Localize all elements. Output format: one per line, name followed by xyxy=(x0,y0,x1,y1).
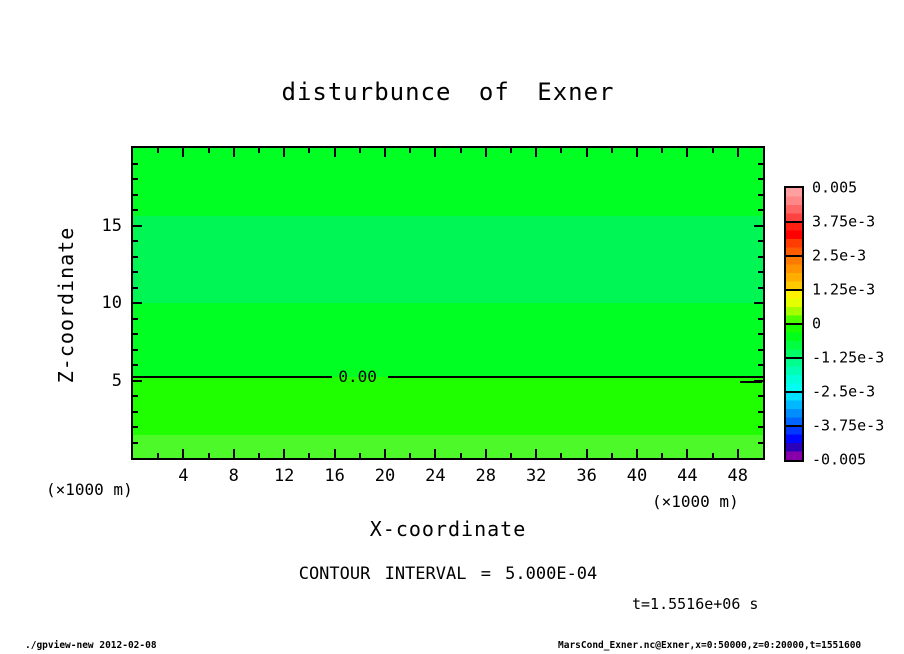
axis-tick xyxy=(283,148,285,157)
axis-tick xyxy=(758,256,763,258)
colorbar-divider xyxy=(786,391,802,393)
axis-tick xyxy=(233,449,235,458)
colorbar-tick-label: 0.005 xyxy=(812,178,858,197)
axis-tick xyxy=(133,163,138,165)
colorbar-divider xyxy=(786,221,802,223)
fill-band xyxy=(133,435,763,458)
axis-tick xyxy=(157,453,159,458)
x-units-label: (×1000 m) xyxy=(652,492,739,511)
colorbar-segment xyxy=(786,290,802,324)
axis-tick xyxy=(258,453,260,458)
axis-tick xyxy=(283,449,285,458)
axis-tick xyxy=(758,364,763,366)
axis-tick xyxy=(758,395,763,397)
axis-tick xyxy=(758,287,763,289)
axis-tick xyxy=(686,449,688,458)
axis-tick xyxy=(560,453,562,458)
axis-tick xyxy=(208,453,210,458)
colorbar-divider xyxy=(786,425,802,427)
axis-tick xyxy=(133,178,138,180)
zero-contour-segment xyxy=(388,376,763,378)
axis-tick xyxy=(133,271,138,273)
axis-tick xyxy=(133,209,138,211)
axis-tick xyxy=(434,449,436,458)
y-units-label: (×1000 m) xyxy=(46,480,133,499)
axis-tick xyxy=(485,148,487,157)
axis-tick xyxy=(434,148,436,157)
axis-tick xyxy=(384,449,386,458)
axis-tick xyxy=(133,194,138,196)
x-tick-label: 20 xyxy=(374,466,396,486)
x-tick-label: 24 xyxy=(425,466,446,486)
axis-tick xyxy=(157,148,159,153)
axis-tick xyxy=(636,449,638,458)
axis-tick xyxy=(611,148,613,153)
x-tick-label: 4 xyxy=(178,466,189,486)
y-tick-label: 10 xyxy=(101,293,122,313)
axis-tick xyxy=(359,148,361,153)
axis-tick xyxy=(460,148,462,153)
colorbar-segment xyxy=(786,256,802,290)
colorbar-segment xyxy=(786,324,802,358)
axis-tick xyxy=(535,449,537,458)
axis-tick xyxy=(182,449,184,458)
time-label: t=1.5516e+06 s xyxy=(632,595,759,613)
axis-tick xyxy=(758,163,763,165)
axis-tick xyxy=(133,318,138,320)
colorbar-tick-label: 0 xyxy=(812,314,822,333)
axis-tick xyxy=(133,287,138,289)
x-axis-title: X-coordinate xyxy=(369,517,527,541)
colorbar-segment xyxy=(786,392,802,426)
axis-tick xyxy=(233,148,235,157)
x-tick-label: 36 xyxy=(576,466,597,486)
x-tick-label: 12 xyxy=(273,466,295,486)
colorbar-segment xyxy=(786,222,802,256)
axis-tick xyxy=(308,453,310,458)
axis-tick xyxy=(712,453,714,458)
axis-tick xyxy=(334,148,336,157)
x-tick-label: 48 xyxy=(727,466,749,486)
axis-tick xyxy=(758,318,763,320)
axis-tick xyxy=(758,178,763,180)
axis-tick xyxy=(758,240,763,242)
axis-tick xyxy=(182,148,184,157)
axis-tick xyxy=(758,209,763,211)
fill-band xyxy=(133,148,763,216)
y-tick-label: 5 xyxy=(111,370,122,391)
axis-tick xyxy=(133,411,138,413)
colorbar-divider xyxy=(786,289,802,291)
x-tick-label: 16 xyxy=(324,466,345,486)
fill-band xyxy=(133,216,763,303)
colorbar-divider xyxy=(786,255,802,257)
colorbar-segment xyxy=(786,426,802,460)
axis-tick xyxy=(409,148,411,153)
axis-tick xyxy=(661,453,663,458)
axis-tick xyxy=(661,148,663,153)
x-tick-label: 8 xyxy=(228,466,239,486)
colorbar-tick-label: 1.25e-3 xyxy=(812,280,876,299)
axis-tick xyxy=(334,449,336,458)
axis-tick xyxy=(560,148,562,153)
colorbar-tick-label: -3.75e-3 xyxy=(812,416,885,435)
axis-tick xyxy=(758,426,763,428)
fill-band xyxy=(133,303,763,377)
axis-tick xyxy=(133,364,138,366)
colorbar-tick-label: 3.75e-3 xyxy=(812,212,876,231)
footer-command-text: ./gpview-new 2012-02-08 xyxy=(25,640,157,651)
colorbar-divider xyxy=(786,357,802,359)
axis-tick xyxy=(758,194,763,196)
x-tick-label: 32 xyxy=(525,466,547,486)
axis-tick xyxy=(758,271,763,273)
axis-tick xyxy=(133,256,138,258)
plot-area xyxy=(131,146,765,460)
footer-source-text: MarsCond_Exner.nc@Exner,x=0:50000,z=0:20000,t=1551600 xyxy=(558,640,862,651)
axis-tick xyxy=(485,449,487,458)
axis-tick xyxy=(758,349,763,351)
axis-tick xyxy=(510,453,512,458)
y-tick-label: 15 xyxy=(101,215,122,236)
x-tick-label: 28 xyxy=(475,466,497,486)
axis-tick xyxy=(737,449,739,458)
zero-contour-segment xyxy=(133,376,332,378)
axis-tick xyxy=(737,148,739,157)
axis-tick xyxy=(758,333,763,335)
colorbar-tick-label: 2.5e-3 xyxy=(812,246,867,265)
axis-tick xyxy=(510,148,512,153)
x-tick-label: 40 xyxy=(626,466,648,486)
axis-tick xyxy=(712,148,714,153)
axis-tick xyxy=(586,449,588,458)
axis-tick xyxy=(535,148,537,157)
axis-tick xyxy=(586,148,588,157)
zero-contour-label: 0.00 xyxy=(338,367,377,387)
axis-tick xyxy=(133,426,138,428)
axis-tick xyxy=(133,442,138,444)
axis-tick xyxy=(133,380,142,382)
axis-tick xyxy=(686,148,688,157)
axis-tick xyxy=(133,395,138,397)
axis-tick xyxy=(758,442,763,444)
fill-band xyxy=(133,377,763,434)
axis-tick xyxy=(258,148,260,153)
axis-tick xyxy=(754,302,763,304)
colorbar-tick-label: -1.25e-3 xyxy=(812,348,885,367)
axis-tick xyxy=(133,302,142,304)
chart-title: disturbunce of Exner xyxy=(281,78,615,106)
axis-tick xyxy=(133,349,138,351)
colorbar-segment xyxy=(786,188,802,222)
colorbar-segment xyxy=(786,358,802,392)
axis-tick xyxy=(758,411,763,413)
axis-tick xyxy=(611,453,613,458)
axis-tick xyxy=(208,148,210,153)
axis-tick xyxy=(384,148,386,157)
axis-tick xyxy=(359,453,361,458)
colorbar-divider xyxy=(786,323,802,325)
colorbar-tick-label: -0.005 xyxy=(812,450,867,469)
axis-tick xyxy=(754,225,763,227)
colorbar-tick-label: -2.5e-3 xyxy=(812,382,876,401)
axis-tick xyxy=(133,225,142,227)
colorbar xyxy=(784,186,804,462)
y-axis-title: Z-coordinate xyxy=(54,226,78,384)
axis-tick xyxy=(133,240,138,242)
axis-tick xyxy=(133,333,138,335)
axis-tick xyxy=(308,148,310,153)
x-tick-label: 44 xyxy=(677,466,698,486)
zero-contour-step xyxy=(740,381,761,383)
axis-tick xyxy=(409,453,411,458)
contour-interval-note: CONTOUR INTERVAL = 5.000E-04 xyxy=(298,564,598,584)
axis-tick xyxy=(460,453,462,458)
axis-tick xyxy=(636,148,638,157)
